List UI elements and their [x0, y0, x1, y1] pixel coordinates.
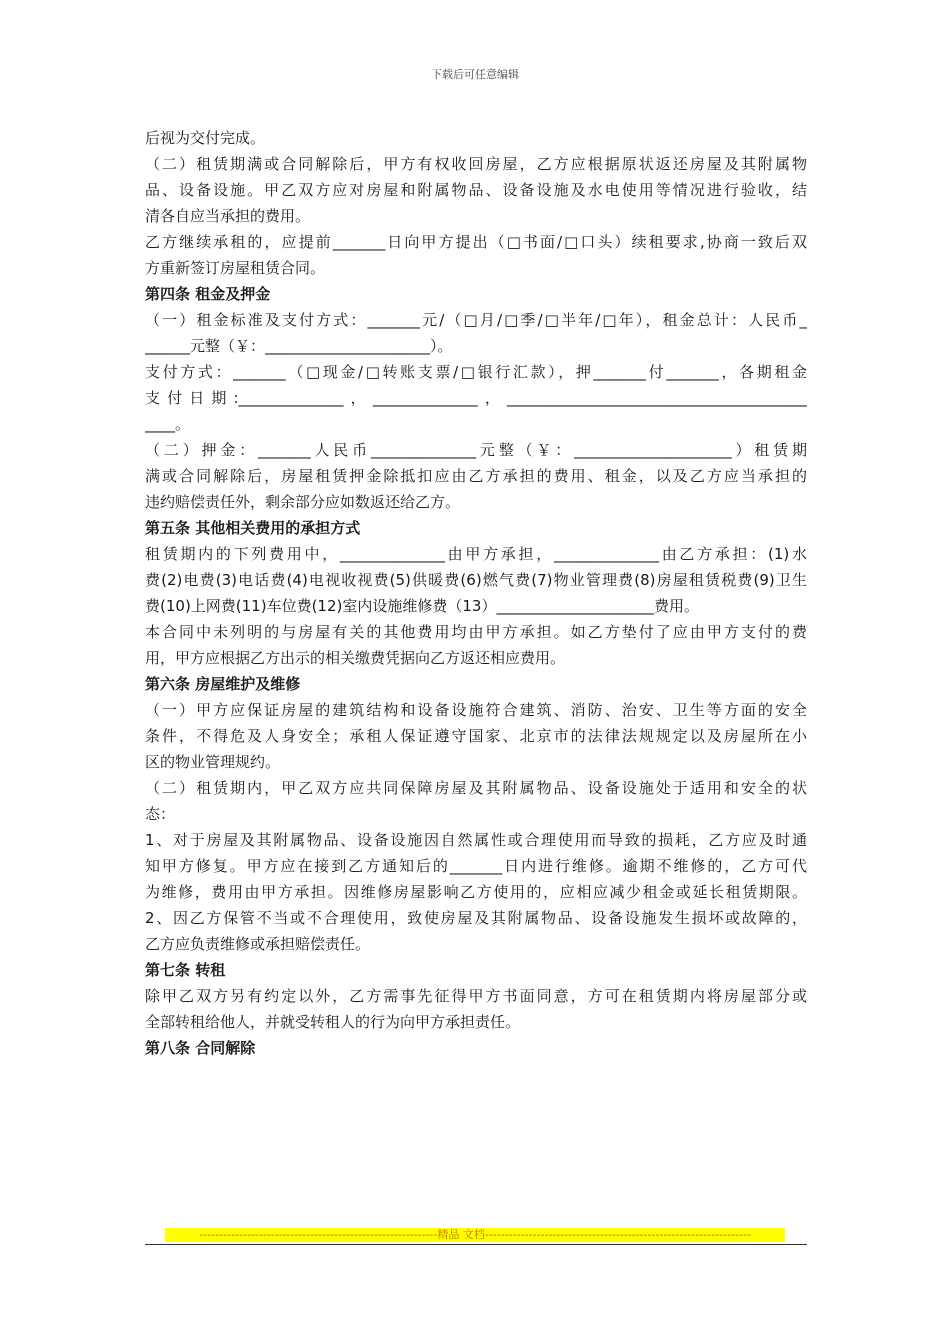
text-line: 满或合同解除后，房屋租赁押金除抵扣应由乙方承担的费用、租金，以及乙方应当承担的 — [145, 467, 807, 485]
text-line: （一）甲方应保证房屋的建筑结构和设备设施符合建筑、消防、治安、卫生等方面的安全 — [145, 701, 807, 719]
text-line: 区的物业管理规约。 — [145, 753, 281, 771]
section-heading: 第六条 房屋维护及维修 — [145, 675, 301, 693]
text-line: 知甲方修复。甲方应在接到乙方通知后的_______日内进行维修。逾期不维修的，乙方可代 — [145, 857, 807, 875]
text-line: 后视为交付完成。 — [145, 129, 266, 147]
text-line: （二）押金：_______人民币______________元整（￥：_____________________）租赁期 — [145, 441, 807, 459]
text-line: 2、因乙方保管不当或不合理使用，致使房屋及其附属物品、设备设施发生损坏或故障的， — [145, 909, 807, 927]
text-line: 除甲乙双方另有约定以外，乙方需事先征得甲方书面同意，方可在租赁期内将房屋部分或 — [145, 987, 807, 1005]
text-line: 为维修，费用由甲方承担。因维修房屋影响乙方使用的，应相应减少租金或延长租赁期限。 — [145, 883, 807, 901]
text-line: 态： — [145, 805, 176, 823]
text-line: 乙方继续承租的，应提前_______日向甲方提出（□书面/□口头）续租要求,协商一致后双 — [145, 233, 807, 251]
footer-divider — [145, 1244, 807, 1245]
text-line: 本合同中未列明的与房屋有关的其他费用均由甲方承担。如乙方垫付了应由甲方支付的费 — [145, 623, 807, 641]
text-line: 方重新签订房屋租赁合同。 — [145, 259, 326, 277]
section-heading: 第五条 其他相关费用的承担方式 — [145, 519, 361, 537]
text-line: 1、对于房屋及其附属物品、设备设施因自然属性或合理使用而导致的损耗，乙方应及时通 — [145, 831, 807, 849]
section-heading: 第七条 转租 — [145, 961, 226, 979]
text-line: ______元整（￥：______________________）。 — [145, 337, 453, 355]
text-line: 支付方式：_______（□现金/□转账支票/□银行汇款），押_______付_______，各期租金 — [145, 363, 807, 381]
text-line: 费(2)电费(3)电话费(4)电视收视费(5)供暖费(6)燃气费(7)物业管理费(8)房屋租赁税费(9)卫生 — [145, 571, 807, 589]
page-header: 下载后可任意编辑 — [431, 68, 519, 81]
text-line: 条件，不得危及人身安全；承租人保证遵守国家、北京市的法律法规规定以及房屋所在小 — [145, 727, 807, 745]
text-line: 支付日期:______________，______________，________________________________________ — [145, 389, 807, 407]
text-line: 租赁期内的下列费用中，______________由甲方承担，______________由乙方承担：(1)水 — [145, 545, 807, 563]
text-line: 费(10)上网费(11)车位费(12)室内设施维修费（13）_____________________费用。 — [145, 597, 699, 615]
text-line: 用，甲方应根据乙方出示的相关缴费凭据向乙方返还相应费用。 — [145, 649, 566, 667]
text-line: ____。 — [145, 415, 191, 433]
text-line: 品、设备设施。甲乙双方应对房屋和附属物品、设备设施及水电使用等情况进行验收，结 — [145, 181, 807, 199]
footer-watermark: ------------------------------------------------------------精品 文档------------------------------------------------------------------- — [165, 1228, 785, 1242]
text-line: （二）租赁期内，甲乙双方应共同保障房屋及其附属物品、设备设施处于适用和安全的状 — [145, 779, 807, 797]
text-line: 违约赔偿责任外，剩余部分应如数返还给乙方。 — [145, 493, 461, 511]
section-heading: 第八条 合同解除 — [145, 1039, 256, 1057]
text-line: 乙方应负责维修或承担赔偿责任。 — [145, 935, 371, 953]
text-line: （一）租金标准及支付方式：_______元/（□月/□季/□半年/□年），租金总计：人民币_ — [145, 311, 807, 329]
text-line: 清各自应当承担的费用。 — [145, 207, 311, 225]
section-heading: 第四条 租金及押金 — [145, 285, 271, 303]
document-body — [145, 125, 807, 1061]
text-line: 全部转租给他人，并就受转租人的行为向甲方承担责任。 — [145, 1013, 521, 1031]
text-line: （二）租赁期满或合同解除后，甲方有权收回房屋，乙方应根据原状返还房屋及其附属物 — [145, 155, 807, 173]
